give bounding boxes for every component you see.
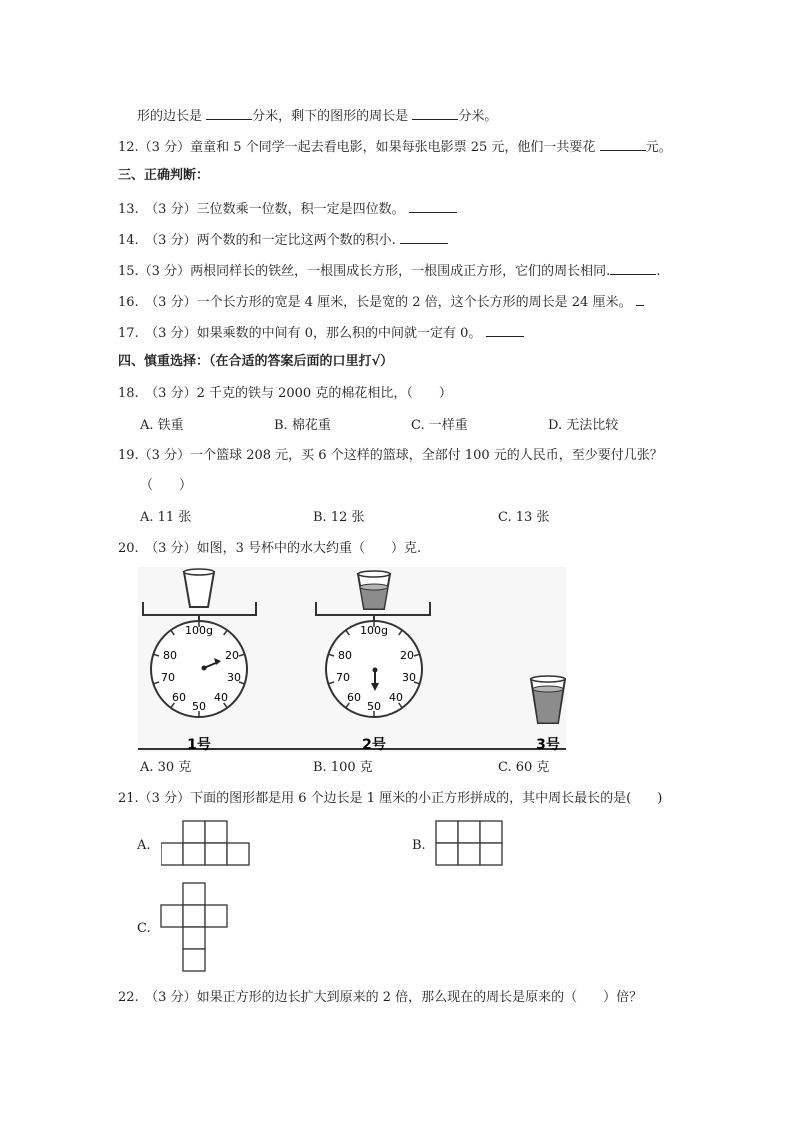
q18-option-a[interactable]: A. 铁重 [140,418,184,433]
scale-1-top-label: 100g [185,624,213,637]
q11-text-3: 分米。 [458,109,498,124]
q12-text: 12.（3 分）童童和 5 个同学一起去看电影，如果每张电影票 25 元，他们一共要花 [118,140,596,155]
scale-2-num-70: 70 [336,671,350,684]
scale-2-top-label: 100g [360,624,388,637]
question-15 [118,261,660,280]
question-13 [118,199,457,218]
q16-answer-blank[interactable] [636,292,644,306]
q21-option-b-label[interactable]: B. [412,838,426,853]
scale-1-num-30: 30 [227,671,241,684]
q15-end: . [656,264,661,279]
scale-1-num-80: 80 [163,649,177,662]
q15-answer-blank[interactable] [610,261,656,275]
scale-2-num-20: 20 [400,649,414,662]
scales-figure [138,567,566,752]
question-21: 21.（3 分）下面的图形都是用 6 个边长是 1 厘米的小正方形拼成的，其中周长最长的是( ) [118,791,663,806]
q16-text: 16. （3 分）一个长方形的宽是 4 厘米，长是宽的 2 倍，这个长方形的周长是 24 厘米。 [118,295,632,310]
q13-answer-blank[interactable] [409,199,457,213]
cup-3-label: 3号 [536,737,560,752]
cup-3-water [533,689,563,723]
q11-text-2: 分米，剩下的图形的周长是 [252,109,409,124]
scale-2-num-40: 40 [389,691,403,704]
question-20: 20. （3 分）如图，3 号杯中的水大约重（ ）克. [118,541,422,556]
q14-answer-blank[interactable] [400,230,448,244]
q20-option-c[interactable]: C. 60 克 [498,760,550,775]
q15-text: 15.（3 分）两根同样长的铁丝，一根围成长方形，一根围成正方形，它们的周长相同. [118,264,611,279]
q12-answer-blank[interactable] [600,137,646,151]
q18-option-c[interactable]: C. 一样重 [411,418,468,433]
q19-option-a[interactable]: A. 11 张 [140,510,192,525]
q20-option-a[interactable]: A. 30 克 [140,760,192,775]
q11-continuation [137,106,497,125]
q14-text: 14. （3 分）两个数的和一定比这两个数的积小. [118,233,396,248]
q21-shape-b[interactable] [435,820,505,868]
q21-shape-a[interactable] [161,820,251,866]
cup-1-icon [184,572,214,607]
q18-option-d[interactable]: D. 无法比较 [548,418,619,433]
q12-unit: 元。 [645,140,672,155]
q11-answer-blank-2[interactable] [412,106,458,120]
scale-1-num-70: 70 [161,671,175,684]
scale-1-num-20: 20 [225,649,239,662]
scale-1-num-40: 40 [214,691,228,704]
q19-option-b[interactable]: B. 12 张 [313,510,365,525]
question-12 [118,137,672,156]
q17-text: 17. （3 分）如果乘数的中间有 0，那么积的中间就一定有 0。 [118,326,482,341]
q21-option-a-label[interactable]: A. [137,838,151,853]
question-18: 18. （3 分）2 千克的铁与 2000 克的棉花相比，（ ） [118,386,452,401]
q21-option-c-label[interactable]: C. [137,921,151,936]
q19-option-c[interactable]: C. 13 张 [498,510,550,525]
question-16 [118,292,644,311]
section-4-title: 四、慎重选择：（在合适的答案后面的口里打√） [118,354,394,369]
question-14 [118,230,448,249]
q18-option-b[interactable]: B. 棉花重 [274,418,331,433]
q20-option-b[interactable]: B. 100 克 [313,760,373,775]
scale-2-label: 2号 [362,737,386,752]
scale-2-num-50: 50 [367,700,381,713]
scale-1-num-50: 50 [192,700,206,713]
scale-2-num-80: 80 [338,649,352,662]
question-17 [118,323,524,342]
q13-text: 13. （3 分）三位数乘一位数，积一定是四位数。 [118,202,405,217]
scale-2-num-30: 30 [402,671,416,684]
scale-2-num-60: 60 [347,691,361,704]
question-22: 22. （3 分）如果正方形的边长扩大到原来的 2 倍，那么现在的周长是原来的（ ）倍？ [118,990,643,1005]
q11-text-1: 形的边长是 [137,109,203,124]
q11-answer-blank-1[interactable] [206,106,252,120]
q17-answer-blank[interactable] [486,323,524,337]
q19-answer-paren[interactable]: （ ） [140,478,193,493]
section-3-title: 三、正确判断： [118,168,210,183]
question-19: 19.（3 分）一个篮球 208 元，买 6 个这样的篮球，全部付 100 元的人民币，至少要付几张？ [118,448,663,463]
scale-1-num-60: 60 [172,691,186,704]
scale-1-label: 1号 [187,737,211,752]
q21-shape-c[interactable] [160,882,230,974]
